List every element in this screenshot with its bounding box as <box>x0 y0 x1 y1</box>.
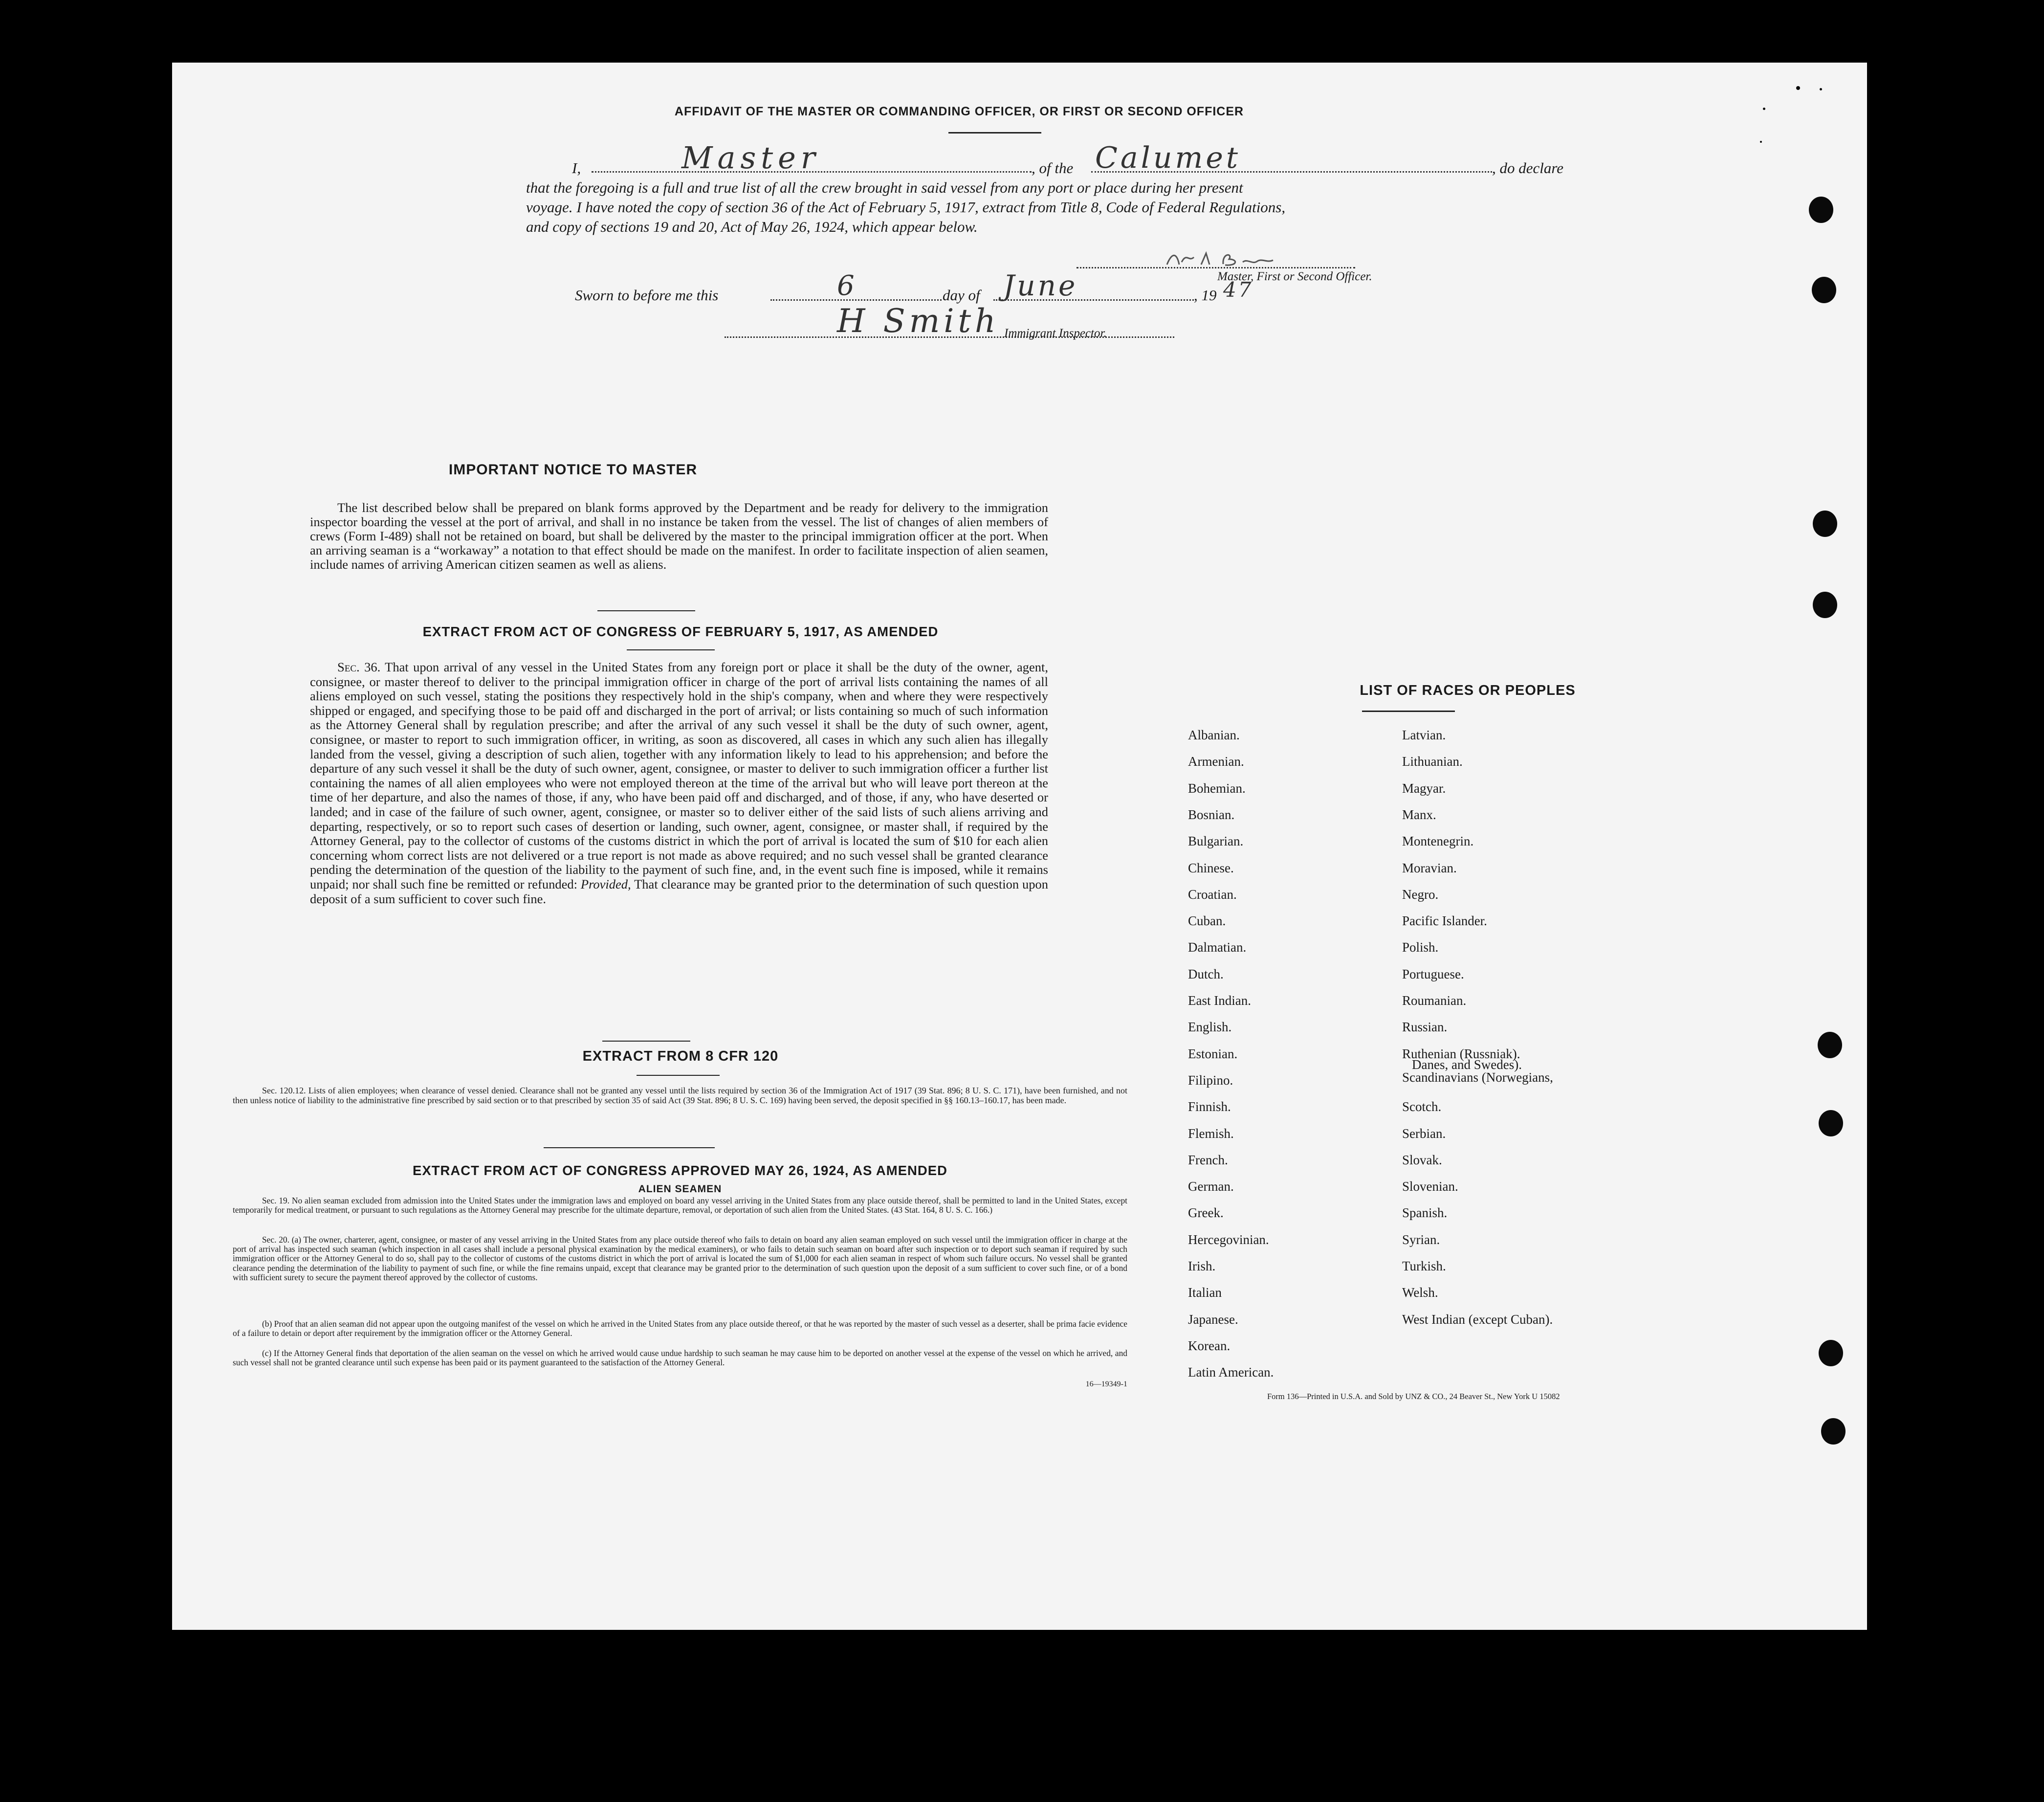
document-page <box>172 63 1867 1630</box>
sec-20b-body: (b) Proof that an alien seaman did not appear upon the outgoing manifest of the vessel on which he arrived in the United States from any place outside thereof, or that he was reported by the master of such vessel as a deserter, shall be prima facie evidence of a failure to detain or deport after requirement by the immigration officer or the Attorney General. <box>233 1319 1127 1338</box>
inspector-label: Immigrant Inspector. <box>1004 327 1107 340</box>
punch-hole <box>1818 1032 1842 1058</box>
speck <box>1820 88 1822 90</box>
race-right-item: Negro. <box>1402 887 1439 902</box>
form-footer: Form 136—Printed in U.S.A. and Sold by UNZ & CO., 24 Beaver St., New York U 15082 <box>1267 1392 1560 1401</box>
race-left-item: Bulgarian. <box>1188 834 1244 849</box>
race-left-item: Dutch. <box>1188 966 1224 981</box>
extract-1917-body <box>310 660 1048 906</box>
race-left-item: Croatian. <box>1188 887 1237 902</box>
race-left-item: Dalmatian. <box>1188 940 1247 955</box>
race-right-item: Montenegrin. <box>1402 834 1474 849</box>
sec-36-text-end: That clearance may be granted prior to the determination of such question upon deposit of a sum sufficient to cover such fine. <box>310 876 1049 906</box>
sec-36-text: That upon arrival of any vessel in the United States from any foreign port or place it shall be the duty of the owner, agent, consignee, or master thereof to deliver to the principal immigration officer in charge of the port of arrival lists containing the names of all aliens employed on such vessel, stating the positions they respectively hold in the ship's company, when and where they were respectively shipped or engaged, and specifying those to be paid off and discharged in the port of arrival; or lists containing so much of such information as the Attorney General shall by regulation prescribe; and after the arrival of any such vessel it shall be the duty of such owner, agent, consignee, or master to report to such immigration officer, in writing, as soon as discovered, all cases in which any such alien has illegally landed from the vessel, giving a description of such alien, together with any information likely to lead to his apprehension; and before the departure of any such vessel it shall be the duty of such owner, agent, consignee, or master to deliver to such immigration officer a further list containing the names of all alien employees who were not employed thereon at the time of the arrival but who will leave port thereon at the time of her departure, and also the names of those, if any, who have been paid off and discharged, and of those, if any, who have deserted or landed; and in case of the failure of such owner, agent, consignee, or master so to deliver either of the said lists of such aliens arriving and departing, respectively, or so to report such cases of desertion or landing, such owner, agent, consignee, or master shall, if required by the Attorney General, pay to the collector of customs of the customs district in which the port of arrival is located the sum of $10 for each alien concerning whom correct lists are not delivered or a true report is not made as above required; and no such vessel shall be granted clearance pending the determination of the question of the liability to the payment of such fine, and, in the event such fine is imposed, while it remains unpaid; nor shall such fine be remitted or refunded: <box>310 660 1048 891</box>
race-right-item: Turkish. <box>1402 1259 1446 1273</box>
sworn-day-handwriting: 6 <box>837 270 855 302</box>
race-right-item: Moravian. <box>1402 860 1457 875</box>
race-left-item: Greek. <box>1188 1205 1224 1221</box>
race-left-item: French. <box>1188 1152 1228 1167</box>
speck <box>1760 141 1762 143</box>
race-left-item: Irish. <box>1188 1259 1216 1273</box>
race-right-item: Scotch. <box>1402 1099 1442 1114</box>
extract-1917-rule <box>627 649 715 650</box>
races-title-rule <box>1362 711 1455 712</box>
punch-hole <box>1809 197 1833 223</box>
race-left-item: Hercegovinian. <box>1188 1232 1269 1247</box>
speck <box>1763 108 1765 110</box>
do-declare-label: , do declare <box>1492 159 1564 177</box>
race-right-item: Serbian. <box>1402 1126 1446 1141</box>
declarant-handwriting: Master <box>681 140 820 176</box>
extract-1917-end-rule <box>602 1041 690 1042</box>
race-left-item: Japanese. <box>1188 1312 1238 1327</box>
extract-1924-title: EXTRACT FROM ACT OF CONGRESS APPROVED MAY 26, 1924, AS AMENDED <box>413 1163 947 1178</box>
race-right-item: Pacific Islander. <box>1402 913 1487 929</box>
race-right-item: Manx. <box>1402 807 1436 822</box>
sworn-label: Sworn to before me this <box>575 287 719 304</box>
race-left-item: English. <box>1188 1020 1232 1035</box>
race-left-item: Latin American. <box>1188 1365 1274 1380</box>
race-left-item: Bosnian. <box>1188 807 1235 822</box>
race-right-item: Spanish. <box>1402 1205 1448 1221</box>
sec-19-body: Sec. 19. No alien seaman excluded from admission into the United States under the immigration laws and employed on board any vessel arriving in the United States from any place outside thereof, shall be permitted to land in the United States, except temporarily for medical treatment, or pursuant to such regulations as the Attorney General may prescribe for the ultimate departure, removal, or deportation of such alien from the United States. (43 Stat. 164, 8 U. S. C. 166.) <box>233 1196 1127 1215</box>
extract-cfr-end-rule <box>544 1147 715 1148</box>
day-of-label: day of <box>943 287 980 304</box>
punch-hole <box>1819 1340 1843 1366</box>
race-left-item: Albanian. <box>1188 728 1240 742</box>
race-right-item: Slovenian. <box>1402 1179 1458 1194</box>
punch-hole <box>1813 592 1837 618</box>
speck <box>1796 86 1800 90</box>
of-the-label: , of the <box>1032 159 1074 177</box>
punch-hole <box>1819 1110 1843 1136</box>
race-right-item: Roumanian. <box>1402 993 1467 1008</box>
affidavit-title: AFFIDAVIT OF THE MASTER OR COMMANDING OFFICER, OR FIRST OR SECOND OFFICER <box>674 105 1244 118</box>
race-left-item: Chinese. <box>1188 860 1234 875</box>
race-left-item: Estonian. <box>1188 1046 1238 1061</box>
race-right-item: Portuguese. <box>1402 966 1464 981</box>
vessel-handwriting: Calumet <box>1095 141 1241 175</box>
affidavit-body-line-3: and copy of sections 19 and 20, Act of May 26, 1924, which appear below. <box>526 218 978 235</box>
sworn-month-handwriting: June <box>1003 269 1078 302</box>
race-left-item: Armenian. <box>1188 754 1244 769</box>
race-right-item: Scandinavians (Norwegians, <box>1402 1069 1553 1085</box>
punch-hole <box>1812 277 1836 303</box>
affidavit-body-line-1: that the foregoing is a full and true list of all the crew brought in said vessel from any port or place during her present <box>526 179 1243 196</box>
notice-body: The list described below shall be prepared on blank forms approved by the Department and be ready for delivery to the immigration inspector boarding the vessel at the port of arrival, and shall in no instance be taken from the vessel. The list of changes of alien members of crews (Form I-489) shall not be retained on board, but shall be delivered by the master to the principal immigration officer at the port. When an arriving seaman is a “workaway” a notation to that effect should be made on the manifest. In order to facilitate inspection of alien seamen, include names of arriving American citizen seamen as well as aliens. <box>310 500 1048 572</box>
form-number: 16—19349-1 <box>1085 1380 1127 1388</box>
race-left-item: German. <box>1188 1179 1234 1194</box>
race-left-item: Korean. <box>1188 1338 1231 1353</box>
notice-divider <box>597 610 695 611</box>
extract-1917-title: EXTRACT FROM ACT OF CONGRESS OF FEBRUARY 5, 1917, AS AMENDED <box>422 624 939 639</box>
extract-cfr-rule <box>637 1075 720 1076</box>
extract-1924-subtitle: ALIEN SEAMEN <box>638 1183 722 1195</box>
master-signature-icon <box>1165 247 1277 270</box>
master-label: Master, First or Second Officer. <box>1217 270 1372 283</box>
race-right-item: Latvian. <box>1402 728 1446 742</box>
race-right-item: Polish. <box>1402 940 1439 955</box>
punch-hole <box>1821 1418 1846 1445</box>
race-right-item: Ruthenian (Russniak). <box>1402 1046 1520 1061</box>
race-left-item: Flemish. <box>1188 1126 1234 1141</box>
punch-hole <box>1813 511 1837 537</box>
sec-20a-body: Sec. 20. (a) The owner, charterer, agent, consignee, or master of any vessel arriving in the United States from any place outside thereof who fails to detain on board any alien seaman employed on such vessel until the immigration officer in charge at the port of arrival has inspected such seaman (which inspection in all cases shall include a personal physical examination by the medical examiners), or who fails to detain such seaman on board after such inspection or to deport such seaman if required by such immigration officer or the Attorney General to do so, shall pay to the collector of customs of the customs district in which the port of arrival is located the sum of $1,000 for each alien seaman in respect of whom such failure occurs. No vessel shall be granted clearance pending the determination of the liability to payment of such fine, or while the fine remains unpaid, except that clearance may be granted prior to the determination of such question upon the deposit of a sum sufficient to cover such fine, or of a bond with sufficient surety to secure the payment thereof approved by the collector of customs. <box>233 1235 1127 1282</box>
year-prefix-label: , 19 <box>1194 287 1217 304</box>
race-right-item: Magyar. <box>1402 780 1446 796</box>
race-right-item: Lithuanian. <box>1402 754 1463 769</box>
race-right-item: Russian. <box>1402 1020 1448 1035</box>
race-left-item: Cuban. <box>1188 913 1226 929</box>
extract-cfr-title: EXTRACT FROM 8 CFR 120 <box>582 1048 779 1064</box>
race-left-item: Finnish. <box>1188 1099 1231 1114</box>
extract-cfr-body: Sec. 120.12. Lists of alien employees; when clearance of vessel denied. Clearance shall not be granted any vessel until the lists required by section 36 of the Immigration Act of 1917 (39 Stat. 896; 8 U. S. C. 171), have been furnished, and not then unless notice of liability to the administrative fine prescribed by said section or to that prescribed by section 35 of said Act (39 Stat. 896; 8 U. S. C. 169) having been served, the deposit specified in §§ 160.13–160.17, has been made. <box>233 1086 1127 1105</box>
race-right-item: Welsh. <box>1402 1285 1438 1300</box>
race-right-item: Syrian. <box>1402 1232 1440 1247</box>
sworn-day-line <box>770 299 942 301</box>
notice-title: IMPORTANT NOTICE TO MASTER <box>448 462 698 478</box>
provided-text: Provided, <box>580 876 631 891</box>
races-title: LIST OF RACES OR PEOPLES <box>1360 683 1576 698</box>
affidavit-body-line-2: voyage. I have noted the copy of section 36 of the Act of February 5, 1917, extract from Title 8, Code of Federal Regulations, <box>526 199 1286 216</box>
race-right-item: West Indian (except Cuban). <box>1402 1312 1553 1327</box>
affidavit-i-label: I, <box>572 159 581 177</box>
race-right-item: Slovak. <box>1402 1152 1442 1167</box>
race-left-item: Italian <box>1188 1285 1222 1300</box>
race-left-item: Bohemian. <box>1188 780 1246 796</box>
year-handwriting: 47 <box>1223 278 1253 302</box>
affidavit-title-rule <box>948 132 1041 133</box>
race-right-item: Danes, and Swedes). <box>1412 1057 1522 1072</box>
race-left-item: Filipino. <box>1188 1072 1233 1088</box>
race-left-item: East Indian. <box>1188 993 1251 1008</box>
sec-36-label: Sec. 36. <box>337 660 381 674</box>
sec-20c-body: (c) If the Attorney General finds that deportation of the alien seaman on the vessel on which he arrived would cause undue hardship to such seaman he may cause him to be deported on another vessel at the expense of the vessel on which he arrived, and such vessel shall not be granted clearance until such expense has been paid or its payment guaranteed to the satisfaction of the Attorney General. <box>233 1348 1127 1368</box>
inspector-signature-handwriting: H Smith <box>837 302 1000 340</box>
